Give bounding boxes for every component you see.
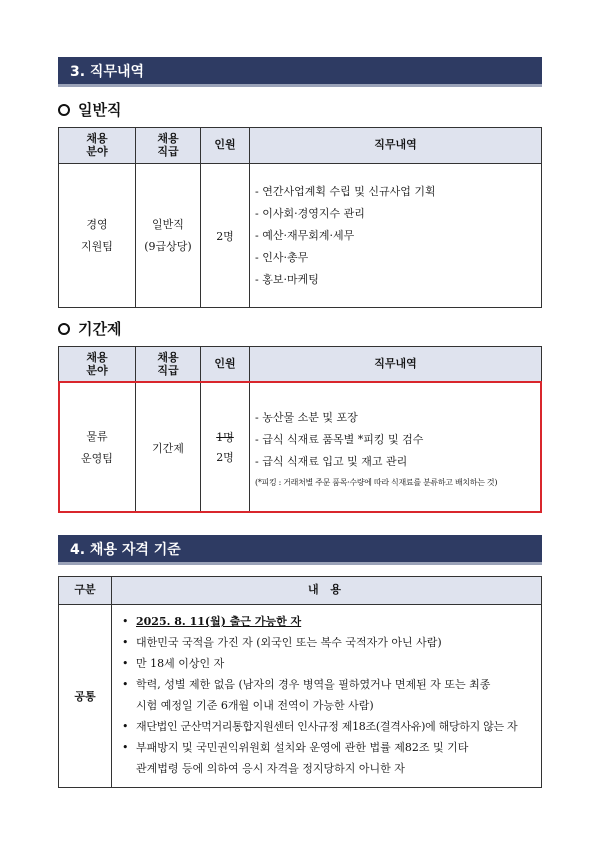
general-duties-list <box>251 181 540 291</box>
general-grade: 일반직 (9급상당) <box>136 164 201 308</box>
general-table <box>58 127 542 308</box>
temp-duties-list <box>251 407 540 473</box>
qualification-cell <box>112 605 542 788</box>
circle-icon <box>58 323 70 335</box>
general-heading-label: 일반직 <box>78 101 122 119</box>
temp-heading-label: 기간제 <box>78 320 122 338</box>
header-count: 인원 <box>201 347 250 383</box>
header-field: 채용 분야 <box>59 128 136 164</box>
temp-table <box>58 346 542 513</box>
temp-count-new: 2명 <box>216 450 234 464</box>
list-item: - 농산물 소분 및 포장 <box>255 411 358 424</box>
list-item: • 대한민국 국적을 가진 자 (외국인 또는 복수 국적자가 아닌 사람) <box>118 632 535 653</box>
qualification-list <box>118 611 535 779</box>
header-duties: 직무내역 <box>250 128 542 164</box>
list-item <box>118 674 535 716</box>
section-4-title: 4. 채용 자격 기준 <box>58 535 542 565</box>
list-item-continuation: 시험 예정일 기준 6개월 이내 전역이 가능한 사람) <box>136 699 374 712</box>
qualification-table <box>58 576 542 788</box>
section-3-title: 3. 직무내역 <box>58 57 542 87</box>
header-category: 구분 <box>59 577 112 605</box>
category-common: 공통 <box>59 605 112 788</box>
header-field: 채용 분야 <box>59 347 136 383</box>
list-item: - 홍보·마케팅 <box>255 272 319 286</box>
temp-heading <box>58 318 121 339</box>
list-item-continuation: 관계법령 등에 의하여 응시 자격을 정지당하지 아니한 자 <box>136 762 405 775</box>
list-item: - 이사회·경영지수 관리 <box>255 206 365 220</box>
general-duties-cell <box>250 164 542 308</box>
list-item-line: • 학력, 성별 제한 없음 (남자의 경우 병역을 필하였거나 면제된 자 또는 최종 <box>136 678 491 691</box>
picking-note: (*피킹 : 거래처별 주문 품목·수량에 따라 식재료를 분류하고 배치하는 것) <box>255 478 498 487</box>
list-item: - 급식 식재료 품목별 *피킹 및 검수 <box>255 433 424 446</box>
header-grade: 채용 직급 <box>136 347 201 383</box>
list-item: - 예산·재무회계·세무 <box>255 228 355 242</box>
list-item: - 연간사업계획 수립 및 신규사업 기획 <box>255 184 436 198</box>
list-item: • 만 18세 이상인 자 <box>118 653 535 674</box>
temp-count-old: 1명 <box>216 430 234 444</box>
temp-count-cell <box>201 383 250 513</box>
list-item <box>118 737 535 779</box>
header-grade: 채용 직급 <box>136 128 201 164</box>
temp-duties-cell <box>250 383 542 513</box>
list-item-line: • 부패방지 및 국민권익위원회 설치와 운영에 관한 법률 제82조 및 기타 <box>136 741 469 754</box>
general-count: 2명 <box>201 164 250 308</box>
list-item <box>118 611 535 632</box>
list-item: - 인사·총무 <box>255 250 309 264</box>
header-count: 인원 <box>201 128 250 164</box>
qualification-start-date: 2025. 8. 11(월) 출근 가능한 자 <box>136 615 302 628</box>
general-heading <box>58 99 121 120</box>
header-content: 내 용 <box>112 577 542 605</box>
header-duties: 직무내역 <box>250 347 542 383</box>
list-item: • 재단법인 군산먹거리통합지원센터 인사규정 제18조(결격사유)에 해당하지 않는 자 <box>118 716 535 737</box>
temp-grade: 기간제 <box>136 383 201 513</box>
circle-icon <box>58 104 70 116</box>
general-field: 경영 지원팀 <box>59 164 136 308</box>
temp-field: 물류 운영팀 <box>59 383 136 513</box>
list-item: - 급식 식재료 입고 및 재고 관리 <box>255 455 408 468</box>
